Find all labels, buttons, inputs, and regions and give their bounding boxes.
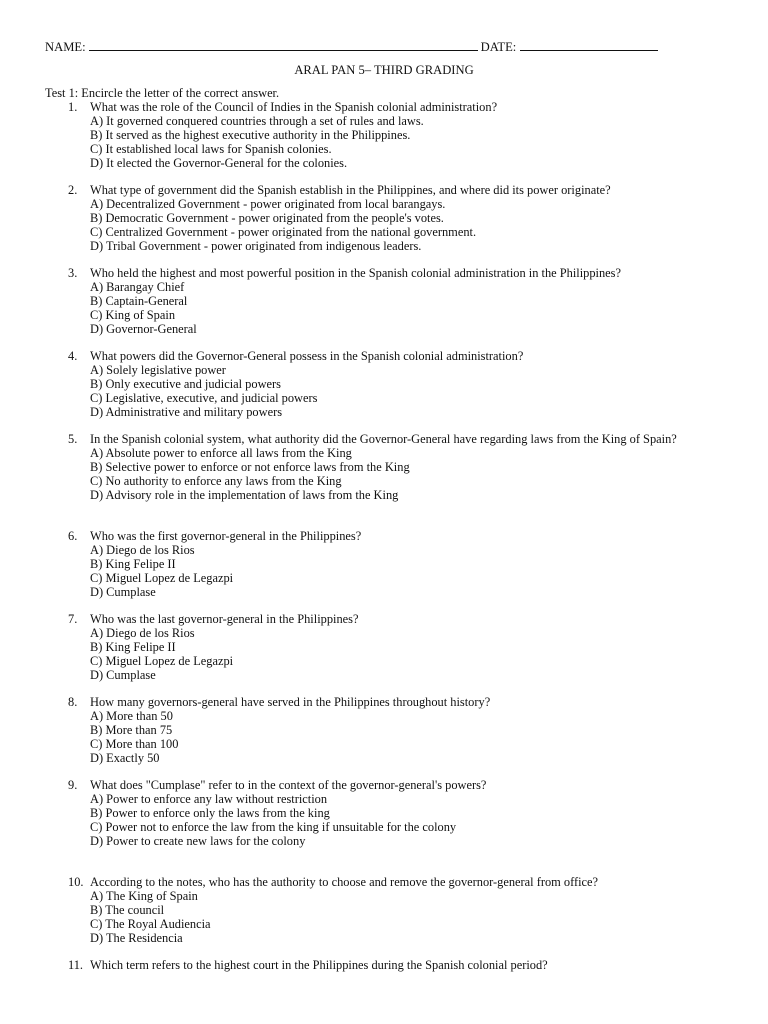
answer-option[interactable]: B) Captain-General [90, 293, 188, 308]
answer-option[interactable]: B) Only executive and judicial powers [90, 376, 281, 391]
answer-option[interactable]: B) It served as the highest executive authority in the Philippines. [90, 127, 411, 142]
question-number: 10. [68, 875, 84, 889]
answer-option[interactable]: D) It elected the Governor-General for the colonies. [90, 155, 348, 170]
answer-option[interactable]: D) Advisory role in the implementation of laws from the King [90, 487, 399, 502]
answer-option[interactable]: A) Decentralized Government - power originated from local barangays. [90, 196, 446, 211]
answer-option[interactable]: A) It governed conquered countries through a set of rules and laws. [90, 113, 424, 128]
name-blank-field[interactable] [89, 39, 478, 51]
answer-option[interactable]: B) Democratic Government - power originated from the people's votes. [90, 210, 444, 225]
question-item [0, 959, 768, 973]
answer-option[interactable]: D) Tribal Government - power originated from indigenous leaders. [90, 238, 422, 253]
name-label: NAME: [45, 40, 86, 54]
answer-option[interactable]: A) Power to enforce any law without restriction [90, 791, 328, 806]
answer-option[interactable]: C) Miguel Lopez de Legazpi [90, 653, 234, 668]
answer-option[interactable]: C) It established local laws for Spanish colonies. [90, 141, 332, 156]
answer-option[interactable]: B) King Felipe II [90, 556, 176, 571]
page-title: ARAL PAN 5– THIRD GRADING [294, 63, 474, 77]
question-text: In the Spanish colonial system, what authority did the Governor-General have regarding laws from the King of Spain? [90, 432, 677, 446]
question-text: Who was the first governor-general in the Philippines? [90, 529, 362, 543]
question-item [0, 530, 768, 600]
answer-option[interactable]: A) The King of Spain [90, 888, 198, 903]
question-number: 4. [68, 349, 78, 363]
answer-option[interactable]: C) The Royal Audiencia [90, 916, 211, 931]
date-blank-field[interactable] [520, 39, 658, 51]
answer-option[interactable]: A) More than 50 [90, 708, 173, 723]
answer-option[interactable]: A) Diego de los Rios [90, 625, 195, 640]
question-number: 11. [68, 958, 84, 972]
question-number: 3. [68, 266, 78, 280]
question-text: What does "Cumplase" refer to in the context of the governor-general's powers? [90, 778, 487, 792]
answer-option[interactable]: D) Exactly 50 [90, 750, 160, 765]
answer-option[interactable]: A) Solely legislative power [90, 362, 226, 377]
question-number: 5. [68, 432, 78, 446]
date-label: DATE: [480, 40, 517, 54]
answer-option[interactable]: C) King of Spain [90, 307, 176, 322]
question-number: 8. [68, 695, 78, 709]
question-number: 7. [68, 612, 78, 626]
question-item [0, 779, 768, 849]
question-number: 6. [68, 529, 78, 543]
answer-option[interactable]: D) Governor-General [90, 321, 197, 336]
question-number: 1. [68, 100, 78, 114]
answer-option[interactable]: B) Power to enforce only the laws from the king [90, 805, 330, 820]
answer-option[interactable]: A) Barangay Chief [90, 279, 185, 294]
question-text: According to the notes, who has the authority to choose and remove the governor-general from office? [90, 875, 599, 889]
question-item [0, 267, 768, 337]
question-item [0, 613, 768, 683]
question-item [0, 876, 768, 946]
answer-option[interactable]: D) Cumplase [90, 584, 156, 599]
test-instruction: Test 1: Encircle the letter of the correct answer. [45, 86, 280, 100]
question-text: Who held the highest and most powerful position in the Spanish colonial administration in the Philippines? [90, 266, 622, 280]
question-text: How many governors-general have served in the Philippines throughout history? [90, 695, 491, 709]
question-number: 2. [68, 183, 78, 197]
answer-option[interactable]: C) Miguel Lopez de Legazpi [90, 570, 234, 585]
answer-option[interactable]: D) Power to create new laws for the colony [90, 833, 306, 848]
answer-option[interactable]: C) No authority to enforce any laws from the King [90, 473, 342, 488]
answer-option[interactable]: B) More than 75 [90, 722, 173, 737]
question-item [0, 350, 768, 420]
question-text: What type of government did the Spanish establish in the Philippines, and where did its power originate? [90, 183, 611, 197]
question-text: What powers did the Governor-General possess in the Spanish colonial administration? [90, 349, 524, 363]
question-text: Which term refers to the highest court in the Philippines during the Spanish colonial period? [90, 958, 548, 972]
question-number: 9. [68, 778, 78, 792]
header-line [45, 39, 658, 55]
answer-option[interactable]: A) Diego de los Rios [90, 542, 195, 557]
question-item [0, 433, 768, 503]
answer-option[interactable]: B) King Felipe II [90, 639, 176, 654]
answer-option[interactable]: D) The Residencia [90, 930, 183, 945]
question-item [0, 184, 768, 254]
question-item [0, 696, 768, 766]
answer-option[interactable]: B) The council [90, 902, 165, 917]
question-item [0, 101, 768, 171]
answer-option[interactable]: A) Absolute power to enforce all laws from the King [90, 445, 352, 460]
question-text: Who was the last governor-general in the Philippines? [90, 612, 359, 626]
answer-option[interactable]: C) Legislative, executive, and judicial powers [90, 390, 318, 405]
answer-option[interactable]: C) Centralized Government - power originated from the national government. [90, 224, 477, 239]
answer-option[interactable]: B) Selective power to enforce or not enforce laws from the King [90, 459, 410, 474]
answer-option[interactable]: D) Cumplase [90, 667, 156, 682]
question-text: What was the role of the Council of Indies in the Spanish colonial administration? [90, 100, 498, 114]
answer-option[interactable]: D) Administrative and military powers [90, 404, 283, 419]
answer-option[interactable]: C) Power not to enforce the law from the king if unsuitable for the colony [90, 819, 457, 834]
answer-option[interactable]: C) More than 100 [90, 736, 179, 751]
